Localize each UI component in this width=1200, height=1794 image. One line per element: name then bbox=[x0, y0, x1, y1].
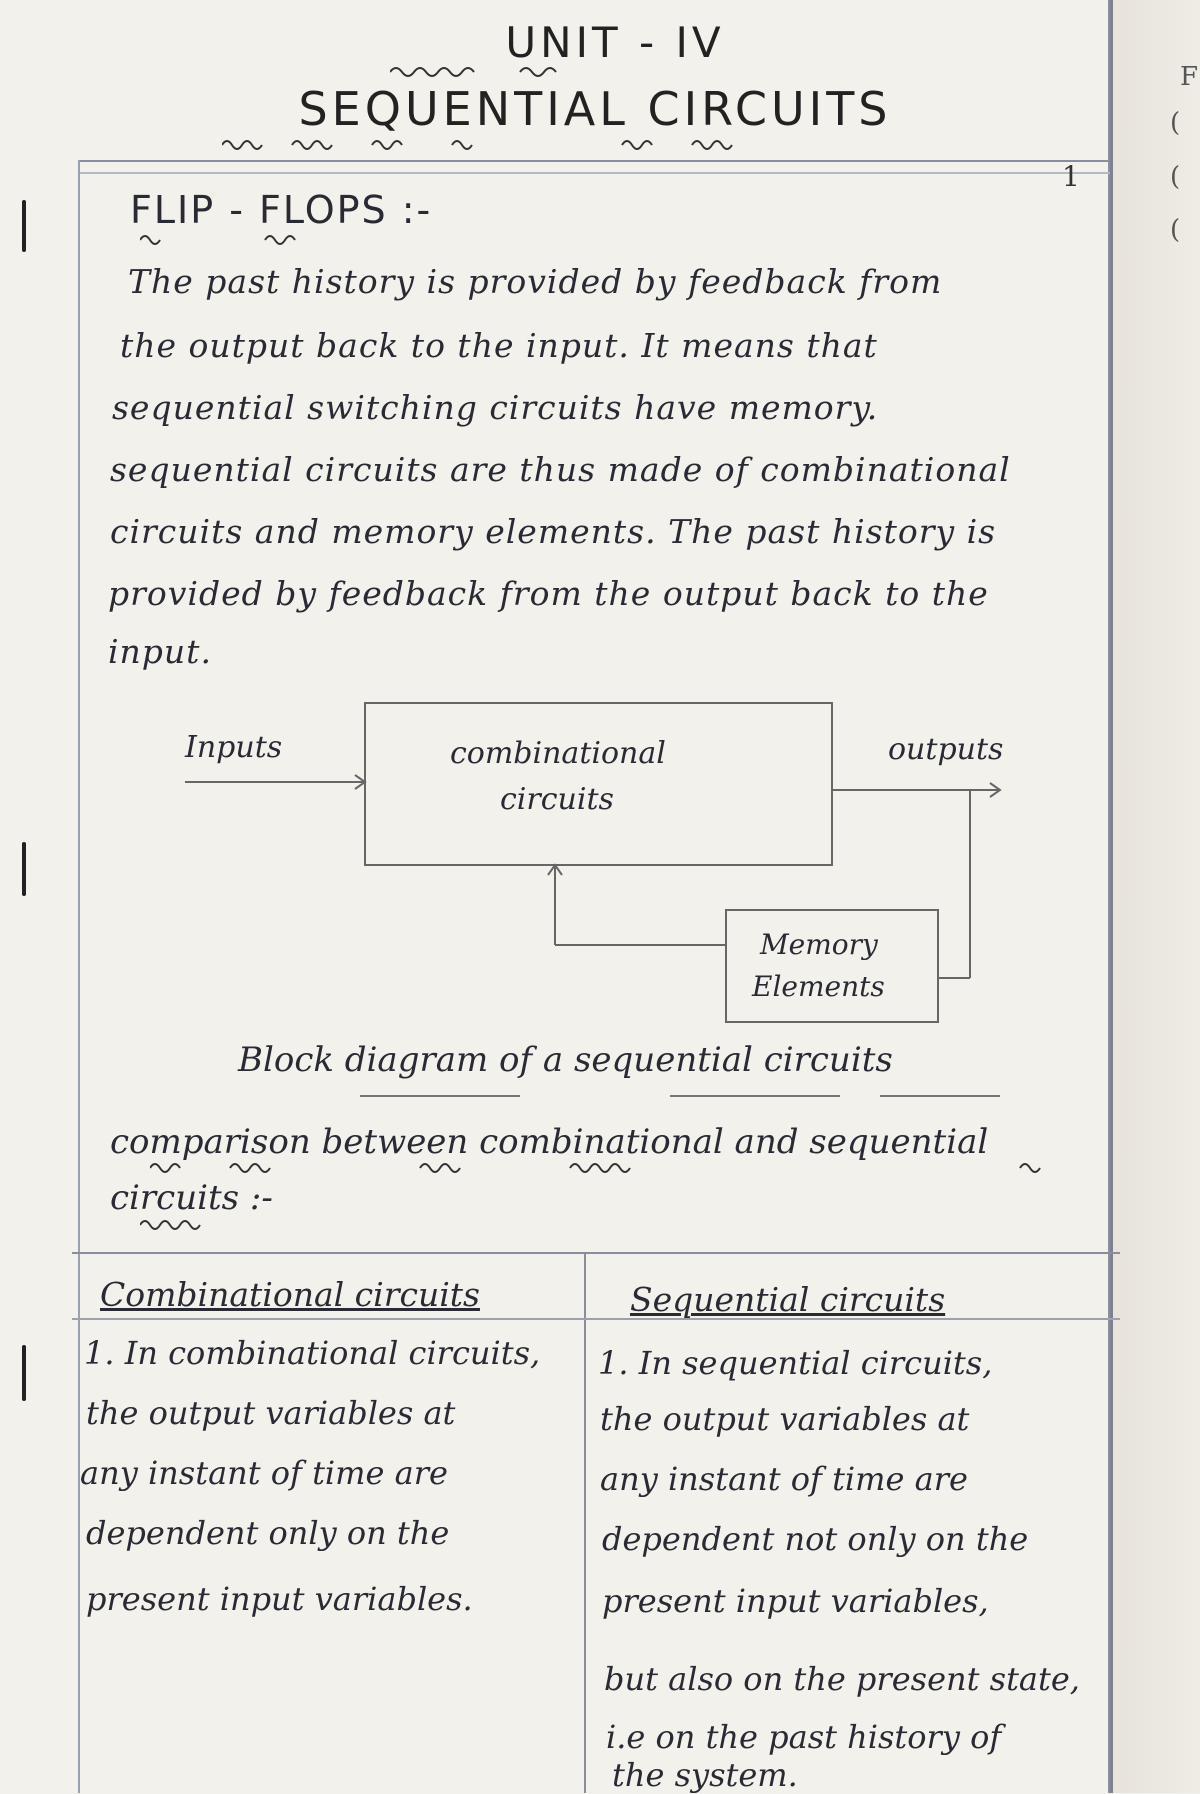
left-cell-line: the output variables at bbox=[86, 1394, 456, 1432]
combinational-label-2: circuits bbox=[500, 782, 614, 817]
right-cell-line: the output variables at bbox=[600, 1400, 970, 1438]
table-header-rule bbox=[72, 1318, 1120, 1320]
right-cell-line: present input variables, bbox=[602, 1582, 989, 1620]
right-cell-line: the system. bbox=[612, 1756, 798, 1794]
paragraph-line: provided by feedback from the output back to the bbox=[108, 574, 989, 613]
right-cell-line: any instant of time are bbox=[600, 1460, 968, 1498]
table-top-rule bbox=[72, 1252, 1120, 1254]
combinational-label: combinational bbox=[450, 736, 666, 771]
edge-mark: ( bbox=[1170, 162, 1181, 192]
memory-label: Memory bbox=[760, 928, 878, 961]
outputs-label: outputs bbox=[888, 732, 1004, 767]
circuits-underline bbox=[140, 1218, 220, 1230]
memory-label-2: Elements bbox=[752, 970, 885, 1003]
edge-mark: F bbox=[1180, 62, 1199, 92]
left-column-header: Combinational circuits bbox=[100, 1275, 480, 1314]
right-column-header: Sequential circuits bbox=[630, 1280, 946, 1319]
diagram-caption: Block diagram of a sequential circuits bbox=[238, 1040, 893, 1080]
right-cell-line: 1. In sequential circuits, bbox=[598, 1344, 993, 1382]
left-cell-line: dependent only on the bbox=[86, 1514, 450, 1552]
right-cell-line: i.e on the past history of bbox=[606, 1718, 1002, 1756]
right-cell-line: but also on the present state, bbox=[604, 1660, 1080, 1698]
table-divider bbox=[584, 1252, 586, 1793]
edge-mark: ( bbox=[1170, 215, 1181, 245]
comparison-heading-2: circuits :- bbox=[110, 1178, 273, 1218]
paragraph-line: circuits and memory elements. The past history is bbox=[110, 512, 997, 551]
memory-box bbox=[726, 910, 938, 1022]
comparison-heading: comparison between combinational and sequential bbox=[110, 1122, 989, 1162]
unit-title: UNIT - IV bbox=[505, 18, 725, 67]
paragraph-line: input. bbox=[108, 632, 212, 671]
paragraph-line: sequential switching circuits have memory. bbox=[112, 388, 879, 427]
left-cell-line: 1. In combinational circuits, bbox=[84, 1334, 541, 1372]
right-cell-line: dependent not only on the bbox=[602, 1520, 1029, 1558]
paragraph-line: The past history is provided by feedback from bbox=[128, 262, 943, 301]
section-heading: FLIP - FLOPS :- bbox=[130, 188, 433, 232]
edge-mark: ( bbox=[1170, 108, 1181, 138]
caption-underline bbox=[360, 1090, 1020, 1102]
inputs-label: Inputs bbox=[185, 730, 283, 765]
paragraph-line: sequential circuits are thus made of combinational bbox=[110, 450, 1011, 489]
left-cell-line: present input variables. bbox=[86, 1580, 473, 1618]
paragraph-line: the output back to the input. It means that bbox=[120, 326, 878, 365]
page-number: 1 bbox=[1062, 160, 1080, 193]
page-title: SEQUENTIAL CIRCUITS bbox=[298, 82, 892, 136]
left-cell-line: any instant of time are bbox=[80, 1454, 448, 1492]
comparison-underline bbox=[150, 1160, 1050, 1174]
